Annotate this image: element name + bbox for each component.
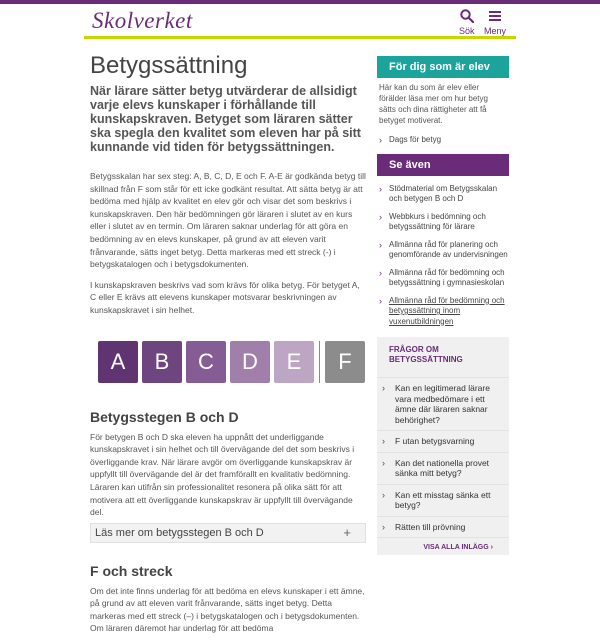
paragraph: Betygsskalan har sex steg: A, B, C, D, E och F. A-E är godkända betyg till skillnad från F som står för ett icke godkänt resultat. Att sätta betyg är att bedöma med hjälp av kvalitet en elev gör och visar det som beskrivs i kunskapskraven. Den här bedömningen gör läraren i slutet av en kurs eller i slutet av en termin. Om läraren saknar underlag för att göra en bedömning av en elevs kunskaper, på grund av att eleven varit frånvarande, sätts inget betyg. Detta markeras med ett streck (-) i betygskatalogen och i betygsdokumenten.	[90, 171, 366, 270]
arrow-right-icon: ›	[382, 521, 385, 532]
faq-item[interactable]	[377, 485, 509, 517]
see-all-link[interactable]	[377, 538, 509, 551]
grade-e: E	[274, 341, 314, 383]
link-label: Allmänna råd för bedömning och betygssättning inom vuxenutbildningen	[389, 295, 505, 326]
paragraph: För betygen B och D ska eleven ha uppnått det underliggande kunskapskravet i sin helhet och till övervägande del det som beskrivs i överliggande krav. När lärare avgör om överliggande kunskapskrav är uppfyllt till övervägande del är det framförallt en kvalitativ bedömning. Läraren kan utifrån sin professionalitet resonera på olika sätt för att motivera att ett överliggande kunskapskrav är uppfyllt till övervägande del.	[90, 431, 355, 518]
section-heading: Betygsstegen B och D	[90, 408, 239, 425]
arrow-right-icon: ›	[379, 183, 382, 194]
for-student-heading: För dig som är elev	[377, 56, 509, 78]
faq-item-label: Kan ett misstag sänka ett betyg?	[395, 489, 491, 510]
arrow-right-icon: ›	[379, 267, 382, 278]
grade-d: D	[230, 341, 270, 383]
link-label: Dags för betyg	[389, 135, 442, 144]
hamburger-icon	[488, 9, 502, 23]
faq-item[interactable]	[377, 431, 509, 453]
page-title: Betygssättning	[90, 52, 248, 79]
see-also-link[interactable]	[377, 212, 509, 233]
body-text	[90, 170, 368, 317]
grade-a: A	[98, 341, 138, 383]
grade-c: C	[186, 341, 226, 383]
arrow-right-icon: ›	[382, 489, 385, 500]
site-header	[84, 4, 516, 40]
search-label: Sök	[459, 26, 475, 36]
search-button[interactable]	[459, 9, 475, 36]
paragraph: Om det inte finns underlag för att bedöma en elevs kunskaper i ett ämne, på grund av att eleven varit frånvarande, sätts inget betyg. Detta markeras med ett streck (–) i betygskatalogen och i betygsdokumenten. Om läraren däremot har underlag för att bedöma	[90, 585, 365, 634]
faq-item[interactable]	[377, 378, 509, 431]
arrow-right-icon: ›	[382, 383, 385, 393]
search-icon	[460, 9, 474, 23]
faq-item-label: Kan det nationella provet sänka mitt betyg?	[395, 457, 490, 478]
see-also-link[interactable]	[377, 296, 509, 328]
arrow-right-icon: ›	[379, 295, 382, 306]
menu-button[interactable]	[484, 9, 506, 36]
faq-heading: FRÅGOR OM BETYGSSÄTTNING	[389, 345, 463, 364]
link-label: Allmänna råd för planering och genomförande av undervisningen	[389, 239, 508, 259]
arrow-right-icon: ›	[382, 457, 385, 468]
faq-item-label: F utan betygsvarning	[395, 436, 475, 446]
faq-box	[377, 337, 509, 555]
link-label: Webbkurs i bedömning och betygssättning för lärare	[389, 211, 486, 231]
for-student-link[interactable]	[377, 135, 509, 146]
see-also-heading: Se även	[377, 154, 509, 176]
arrow-right-icon: ›	[379, 239, 382, 250]
grade-b: B	[142, 341, 182, 383]
faq-item[interactable]	[377, 453, 509, 485]
see-all-label: VISA ALLA INLÄGG	[423, 544, 489, 551]
link-label: Stödmaterial om Betygsskalan och betygen B och D	[389, 183, 498, 203]
section-heading: F och streck	[90, 562, 173, 579]
paragraph: I kunskapskraven beskrivs vad som krävs för olika betyg. För betyget A, C eller E krävs att elevens kunskaper motsvarar beskrivningen av kunskapskravet i sin helhet.	[90, 279, 360, 315]
arrow-right-icon: ›	[382, 436, 385, 446]
main-content	[90, 52, 368, 643]
read-more-label: Läs mer om betygsstegen B och D	[95, 526, 264, 539]
header-divider	[84, 36, 516, 39]
grade-f: F	[325, 341, 365, 383]
faq-item[interactable]	[377, 517, 509, 539]
see-also-list	[377, 176, 509, 328]
grade-scale	[98, 341, 368, 383]
section-text	[90, 585, 368, 635]
for-student-text: Här kan du som är elev eller förälder läsa mer om hur betyg sätts och dina rättigheter att få betyget motiverat.	[379, 83, 488, 125]
lead-paragraph: När lärare sätter betyg utvärderar de allsidigt varje elevs kunskaper i förhållande till kunskapskraven. Betyget som läraren sätter ska spegla den kvalitet som eleven har på sitt kunnande vid tiden för betygssättningen.	[90, 84, 361, 154]
arrow-right-icon: ›	[379, 135, 382, 145]
sidebar	[377, 56, 509, 334]
arrow-right-icon: ›	[379, 211, 382, 222]
see-also-link[interactable]	[377, 268, 509, 289]
see-also-link[interactable]	[377, 184, 509, 205]
faq-item-label: Kan en legitimerad lärare vara medbedömare i ett ämne där läraren saknar behörighet?	[395, 383, 490, 425]
section-text	[90, 431, 368, 519]
skolverket-logo[interactable]: Skolverket	[92, 8, 193, 33]
faq-list	[377, 377, 509, 538]
arrow-right-icon: ›	[490, 544, 493, 551]
read-more-accordion[interactable]	[90, 523, 366, 543]
faq-item-label: Rätten till prövning	[395, 521, 466, 532]
grade-separator	[319, 341, 320, 383]
plus-icon: +	[343, 525, 351, 541]
see-also-link[interactable]	[377, 240, 509, 261]
link-label: Allmänna råd för bedömning och betygssättning i gymnasieskolan	[389, 267, 505, 287]
menu-label: Meny	[484, 26, 507, 36]
